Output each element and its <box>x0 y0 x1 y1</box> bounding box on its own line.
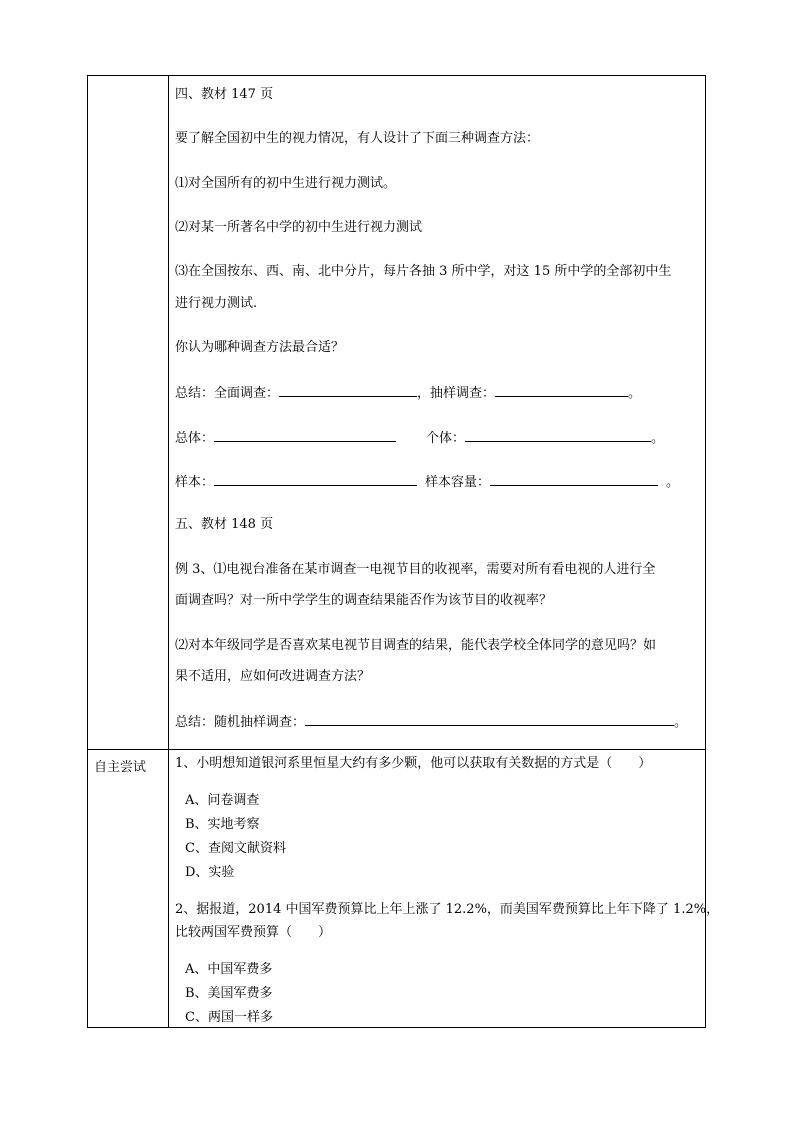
population-label: 总体： <box>175 431 215 446</box>
sample-survey-blank[interactable] <box>495 384 628 397</box>
method-1: ⑴对全国所有的初中生进行视力测试。 <box>175 176 397 191</box>
column-divider <box>168 76 169 1027</box>
example3-part2-line2: 果不适用，应如何改进调查方法？ <box>175 669 371 684</box>
population-line <box>175 429 664 447</box>
row-divider <box>88 749 705 750</box>
sample-blank[interactable] <box>214 473 417 486</box>
section4-intro: 要了解全国初中生的视力情况，有人设计了下面三种调查方法： <box>175 131 540 146</box>
sample-survey-label: ，抽样调查： <box>417 386 496 401</box>
q1-option-a[interactable]: A、问卷调查 <box>185 793 260 808</box>
full-survey-label: 总结：全面调查： <box>175 386 280 401</box>
question-1: 1、小明想知道银河系里恒星大约有多少颗，他可以获取有关数据的方式是（ ） <box>175 756 652 771</box>
q1-option-b[interactable]: B、实地考察 <box>185 817 260 832</box>
q1-option-c[interactable]: C、查阅文献资料 <box>185 841 286 856</box>
q2-option-b[interactable]: B、美国军费多 <box>185 986 273 1001</box>
q2-option-a[interactable]: A、中国军费多 <box>185 962 273 977</box>
q1-option-d[interactable]: D、实验 <box>185 865 235 880</box>
random-sampling-blank[interactable] <box>305 713 674 726</box>
method-3-line1: ⑶在全国按东、西、南、北中分片，每片各抽 3 所中学，对这 15 所中学的全部初中生 <box>175 264 672 279</box>
summary-survey-line <box>175 384 641 402</box>
period: 。 <box>628 386 642 401</box>
individual-blank[interactable] <box>465 429 651 442</box>
section5-title: 五、教材 148 页 <box>175 517 274 532</box>
question-2-line2: 比较两国军费预算（ ） <box>175 925 332 940</box>
sample-size-label: 样本容量： <box>425 475 491 490</box>
example3-line2: 面调查吗？对一所中学学生的调查结果能否作为该节目的收视率？ <box>175 593 553 608</box>
self-try-label: 自主尝试 <box>94 760 147 775</box>
question-best-method: 你认为哪种调查方法最合适？ <box>175 340 345 355</box>
period: 。 <box>674 715 688 730</box>
full-survey-blank[interactable] <box>279 384 417 397</box>
section4-title: 四、教材 147 页 <box>175 87 274 102</box>
period: 。 <box>651 431 665 446</box>
example3-part2-line1: ⑵对本年级同学是否喜欢某电视节目调查的结果，能代表学校全体同学的意见吗？如 <box>175 638 657 653</box>
random-sampling-label: 总结：随机抽样调查： <box>175 715 306 730</box>
population-blank[interactable] <box>214 429 396 442</box>
question-2-line1: 2、据报道，2014 中国军费预算比上年上涨了 12.2%，而美国军费预算比上年下降了 1.2%， <box>175 902 720 917</box>
individual-label: 个体： <box>426 431 466 446</box>
q2-option-c[interactable]: C、两国一样多 <box>185 1010 273 1025</box>
sample-label: 样本： <box>175 475 215 490</box>
worksheet-table <box>87 75 720 1028</box>
example3-line1: 例 3、⑴电视台准备在某市调查一电视节目的收视率，需要对所有看电视的人进行全 <box>175 562 656 577</box>
sample-line <box>175 473 679 491</box>
method-3-line2: 进行视力测试. <box>175 296 258 311</box>
period: 。 <box>666 475 680 490</box>
random-sampling-line <box>175 713 687 731</box>
method-2: ⑵对某一所著名中学的初中生进行视力测试 <box>175 220 423 235</box>
sample-size-blank[interactable] <box>490 473 658 486</box>
